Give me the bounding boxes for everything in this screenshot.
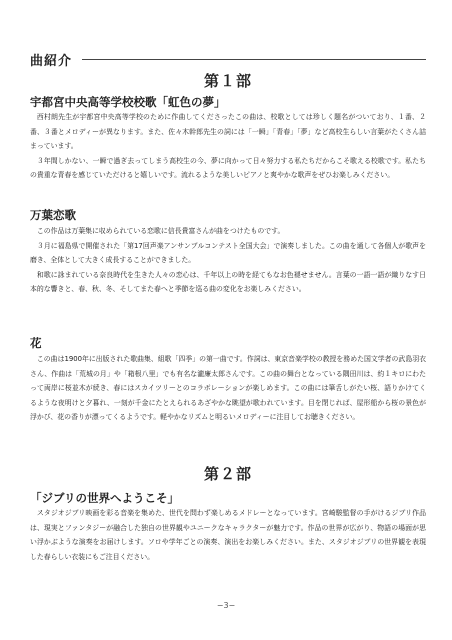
section-body-hana: [30, 352, 426, 425]
paragraph: 西村朗先生が宇都宮中央高等学校のために作曲してくださったこの曲は、校歌としては珍しく題名がついており、１番、２番、３番とメロディーが異なります。また、佐々木幹郎先生の詞には「一瞬」「青春」「夢」など高校生らしい言葉がたくさん詰まっています。: [30, 113, 426, 151]
section-body-school-song: [30, 110, 426, 183]
section-title-manyo: 万葉恋歌: [30, 208, 76, 222]
header-rule: [82, 59, 426, 60]
paragraph: この曲は1900年に出版された歌曲集、組歌「四季」の第一曲です。作詞は、東京音楽学校の教授を務めた国文学者の武島羽衣さん、作曲は「荒城の月」や「箱根八里」でも有名な瀧廉太郎さんです。この曲の舞台となっている隅田川は、約１キロにわたって両岸に桜並木が続き、春にはスカイツリーとのコラボレーションが楽しめます。この曲には筆舌しがたい桜、語りかけてくるような夜明けと夕暮れ、一刻が千金にたとえられるあざやかな眺望が歌われています。目を閉じれば、屋形船から桜の景色が浮かび、花の香りが漂ってくるようです。軽やかなリズムと明るいメロディーに注目してお聴きください。: [30, 355, 426, 422]
section-body-ghibli: [30, 506, 426, 564]
part1-title: 第１部: [203, 72, 252, 90]
section-title-school-song: 宇都宮中央高等学校校歌「虹色の夢」: [30, 95, 226, 109]
header-title: 曲紹介: [30, 54, 73, 69]
section-body-manyo: [30, 224, 426, 297]
paragraph: ３年間しかない、一瞬で過ぎ去ってしまう高校生の今、夢に向かって日々努力する私たちだからこそ歌える校歌です。私たちの貴重な青春を感じていただけると嬉しいです。流れるような美しいピアノと爽やかな歌声をぜひお楽しみください。: [30, 156, 426, 180]
paragraph: スタジオジブリ映画を彩る音楽を集めた、世代を問わず楽しめるメドレーとなっています。宮崎駿監督の手がけるジブリ作品は、現実とファンタジーが融合した独自の世界観やユニークなキャラクターが魅力です。作品の世界が広がり、物語の場面が思い浮かぶような演奏をお届けします。ソロや学年ごとの演奏、演出をお楽しみください。また、スタジオジブリの世界観を表現した春らしい衣装にもご注目ください。: [30, 509, 426, 561]
section-title-ghibli: 「ジブリの世界へようこそ」: [30, 491, 180, 505]
paragraph: 和歌に詠まれている奈良時代を生きた人々の恋心は、千年以上の時を経てもなお色褪せません。言葉の一語一語が織りなす日本的な響きと、春、秋、冬、そしてまた春へと季節を巡る曲の変化をお楽しみください。: [30, 270, 426, 294]
paragraph: この作品は万葉集に収められている恋歌に信長貴富さんが曲をつけたものです。: [36, 227, 285, 235]
part2-title: 第２部: [203, 465, 252, 483]
page-number: −3−: [216, 601, 236, 610]
section-title-hana: 花: [30, 336, 42, 350]
page-header: [30, 50, 426, 69]
paragraph: ３月に福島県で開催された「第17回声楽アンサンブルコンテスト全国大会」で演奏しました。この曲を通して各個人が歌声を磨き、全体として大きく成長することができました。: [30, 241, 426, 265]
